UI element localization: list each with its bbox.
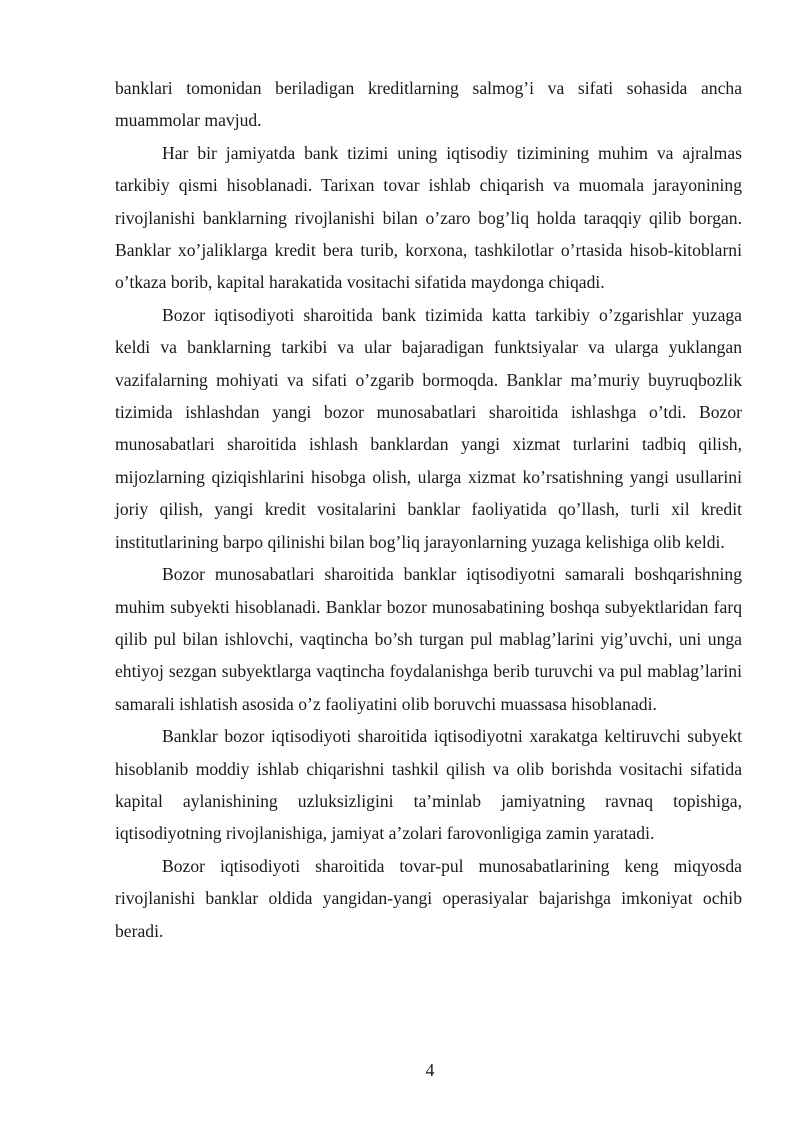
paragraph-4: Bozor munosabatlari sharoitida banklar iqtisodiyotni samarali boshqarishning muhim subyekti hisoblanadi. Banklar bozor munosabatining boshqa subyektlaridan farq qilib pul bilan ishlovchi, vaqtincha bo’sh turgan pul mablag’larini yig’uvchi, uni unga ehtiyoj sezgan subyektlarga vaqtincha foydalanishga berib turuvchi va pul mablag’larini samarali ishlatish asosida o’z faoliyatini olib boruvchi muassasa hisoblanadi. (115, 564, 742, 714)
page-number-footer (0, 1058, 800, 1082)
document-page (115, 72, 742, 947)
paragraph-1: banklari tomonidan beriladigan kreditlarning salmog’i va sifati sohasida ancha muammolar mavjud. (115, 78, 742, 131)
paragraph-5: Banklar bozor iqtisodiyoti sharoitida iqtisodiyotni xarakatga keltiruvchi subyekt hisoblanib moddiy ishlab chiqarishni tashkil qilish va olib borishda vositachi sifatida kapital aylanishining uzluksizligini ta’minlab jamiyatning ravnaq topishiga, iqtisodiyotning rivojlanishiga, jamiyat a’zolari farovonligiga zamin yaratadi. (115, 726, 742, 844)
paragraph-6: Bozor iqtisodiyoti sharoitida tovar-pul munosabatlarining keng miqyosda rivojlanishi banklar oldida yangidan-yangi operasiyalar bajarishga imkoniyat ochib beradi. (115, 855, 742, 941)
paragraph-2: Har bir jamiyatda bank tizimi uning iqtisodiy tizimining muhim va ajralmas tarkibiy qismi hisoblanadi. Tarixan tovar ishlab chiqarish va muomala jarayonining rivojlanishi banklarning rivojlanishi bilan o’zaro bog’liq holda taraqqiy qilib borgan. Banklar xo’jaliklarga kredit bera turib, korxona, tashkilotlar o’rtasida hisob-kitoblarni o’tkaza borib, kapital harakatida vositachi sifatida maydonga chiqadi. (115, 142, 742, 293)
paragraph-3: Bozor iqtisodiyoti sharoitida bank tizimida katta tarkibiy o’zgarishlar yuzaga keldi va banklarning tarkibi va ular bajaradigan funktsiyalar va ularga yuklangan vazifalarning mohiyati va sifati o’zgarib bormoqda. Banklar ma’muriy buyruqbozlik tizimida ishlashdan yangi bozor munosabatlari sharoitida ishlashga o’tdi. Bozor munosabatlari sharoitida ishlash banklardan yangi xizmat turlarini tadbiq qilish, mijozlarning qiziqishlarini hisobga olish, ularga xizmat ko’rsatishning yangi usullarini joriy qilish, yangi kredit vositalarini banklar faoliyatida qo’llash, turli xil kredit institutlarining barpo qilinishi bilan bog’liq jarayonlarning yuzaga kelishiga olib keldi. (115, 304, 742, 552)
page-number: 4 (425, 1060, 435, 1080)
